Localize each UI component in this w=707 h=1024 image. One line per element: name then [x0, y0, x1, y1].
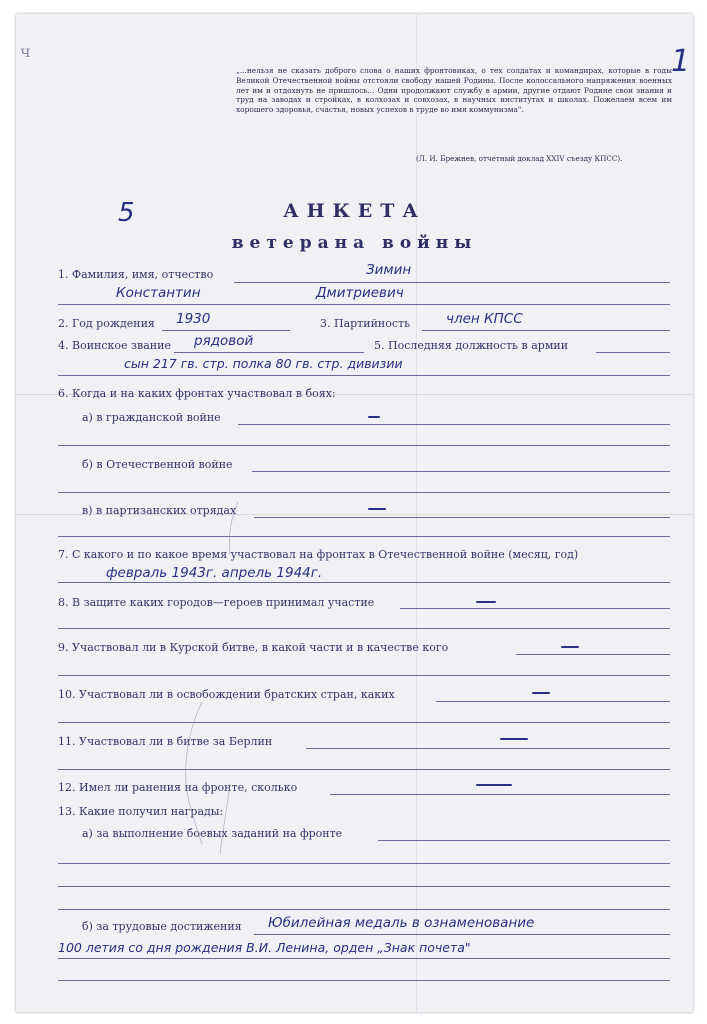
- q2-label: 2. Год рождения: [58, 317, 155, 330]
- q4-answer: рядовой: [194, 333, 254, 349]
- q1-patronymic-answer: Дмитриевич: [316, 285, 404, 301]
- q10-label: 10. Участвовал ли в освобождении братских стран, каких: [58, 688, 395, 701]
- brezhnev-quote: „...нельзя не сказать доброго слова о наших фронтовиках, о тех солдатах и командирах, которые в годы Великой Отечественной войны отстояли свободу нашей Родины. После колоссального напряжения военных лет им и отдохнуть не пришлось... Одни продолжают службу в армии, другие отдают Родине свои знания и труд на заводах и стройках, в колхозах и совхозах, в научных институтах и школах. Пожелаем всем им хорошего здоровья, счастья, новых успехов в труде во имя коммунизма".: [236, 66, 672, 115]
- q1-label: 1. Фамилия, имя, отчество: [58, 268, 214, 281]
- q7-answer: февраль 1943г. апрель 1944г.: [106, 565, 323, 581]
- q7-label: 7. С какого и по какое время участвовал на фронтах в Отечественной войне (месяц, год): [58, 548, 579, 561]
- page-number-handwritten: 1: [671, 44, 691, 79]
- form-title: АНКЕТА: [283, 200, 426, 222]
- q13-label: 13. Какие получил награды:: [58, 805, 224, 818]
- q6c-label: в) в партизанских отрядах: [82, 504, 237, 517]
- q3-label: 3. Партийность: [320, 317, 411, 330]
- q6b-label: б) в Отечественной войне: [82, 458, 233, 471]
- pencil-scribble: [16, 14, 693, 1012]
- q13b-answer-line-1: Юбилейная медаль в ознаменование: [268, 915, 535, 931]
- margin-pencil-mark: ч: [20, 42, 31, 61]
- q5-label: 5. Последняя должность в армии: [374, 339, 569, 352]
- q9-label: 9. Участвовал ли в Курской битве, в какой части и в качестве кого: [58, 641, 449, 654]
- q11-label: 11. Участвовал ли в битве за Берлин: [58, 735, 273, 748]
- q13b-label: б) за трудовые достижения: [82, 920, 242, 933]
- quote-source: (Л. И. Брежнев, отчетный доклад XXIV съезду КПСС).: [416, 154, 623, 163]
- q1-surname-answer: Зимин: [366, 262, 412, 278]
- form-subtitle: ветерана войны: [231, 233, 478, 253]
- q1-name-answer: Константин: [116, 285, 201, 301]
- q5-answer: сын 217 гв. стр. полка 80 гв. стр. дивизии: [124, 356, 403, 371]
- q13a-label: а) за выполнение боевых заданий на фронте: [82, 827, 343, 840]
- q6-label: 6. Когда и на каких фронтах участвовал в боях:: [58, 387, 336, 400]
- q13b-answer-line-2: 100 летия со дня рождения В.И. Ленина, орден „Знак почета": [58, 940, 471, 955]
- q4-label: 4. Воинское звание: [58, 339, 171, 352]
- questionnaire-sheet: [16, 14, 693, 1012]
- q8-label: 8. В защите каких городов—героев принимал участие: [58, 596, 375, 609]
- q12-label: 12. Имел ли ранения на фронте, сколько: [58, 781, 298, 794]
- form-number-handwritten: 5: [118, 198, 135, 228]
- q6a-label: а) в гражданской войне: [82, 411, 221, 424]
- q3-answer: член КПСС: [446, 311, 523, 327]
- q2-answer: 1930: [176, 311, 211, 327]
